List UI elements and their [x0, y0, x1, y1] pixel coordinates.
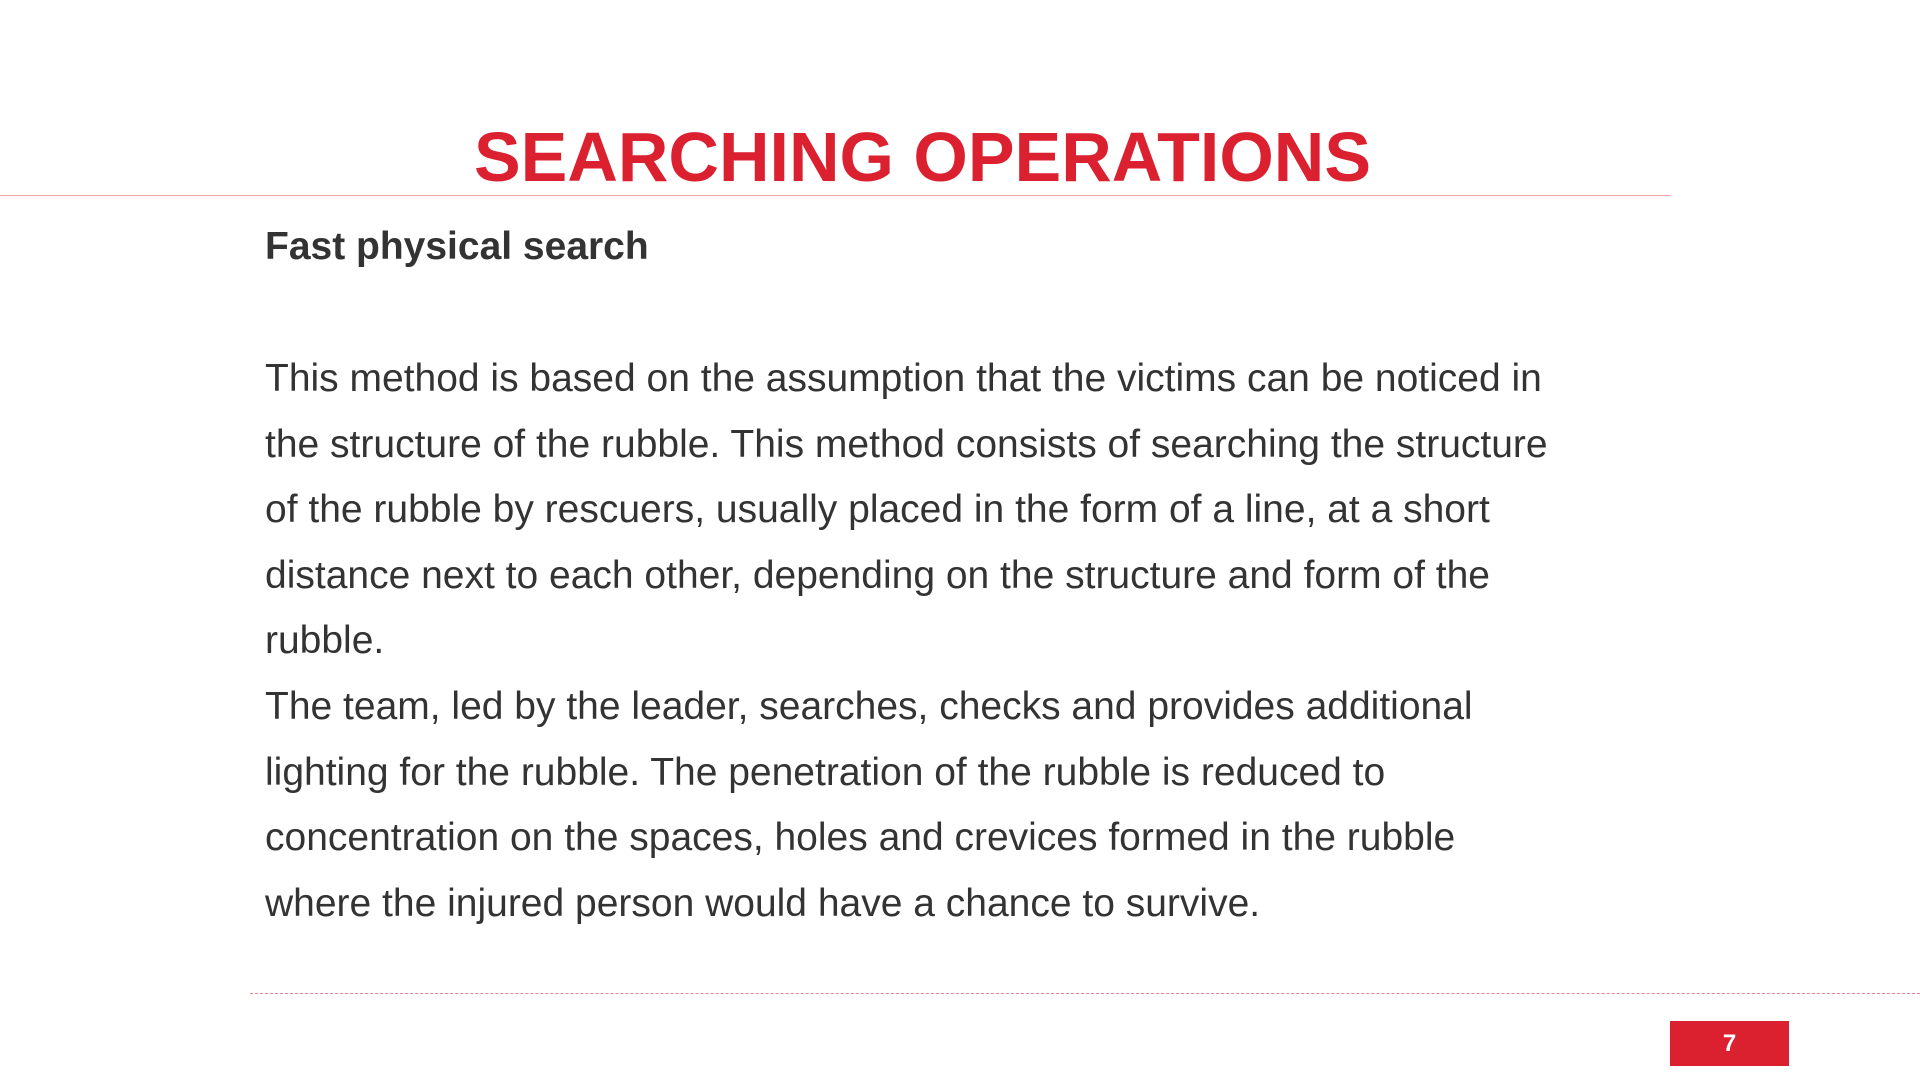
body-paragraph-2: The team, led by the leader, searches, checks and provides additional lighting for the rubble. The penetration of the rubble is reduced to concentration on the spaces, holes and crevices formed in the rubble where the injured person would have a chance to survive. — [265, 684, 1473, 925]
body-text — [265, 346, 1665, 936]
title-divider — [0, 195, 1671, 196]
page-number-badge: 7 — [1670, 1021, 1789, 1066]
slide-title: SEARCHING OPERATIONS — [473, 118, 1372, 196]
footer-divider — [250, 993, 1920, 994]
section-subtitle: Fast physical search — [265, 225, 649, 268]
body-paragraph-1: This method is based on the assumption that the victims can be noticed in the structure of the rubble. This method consists of searching the structure of the rubble by rescuers, usually placed in the form of a line, at a short distance next to each other, depending on the structure and form of the rubble. — [265, 357, 1548, 663]
